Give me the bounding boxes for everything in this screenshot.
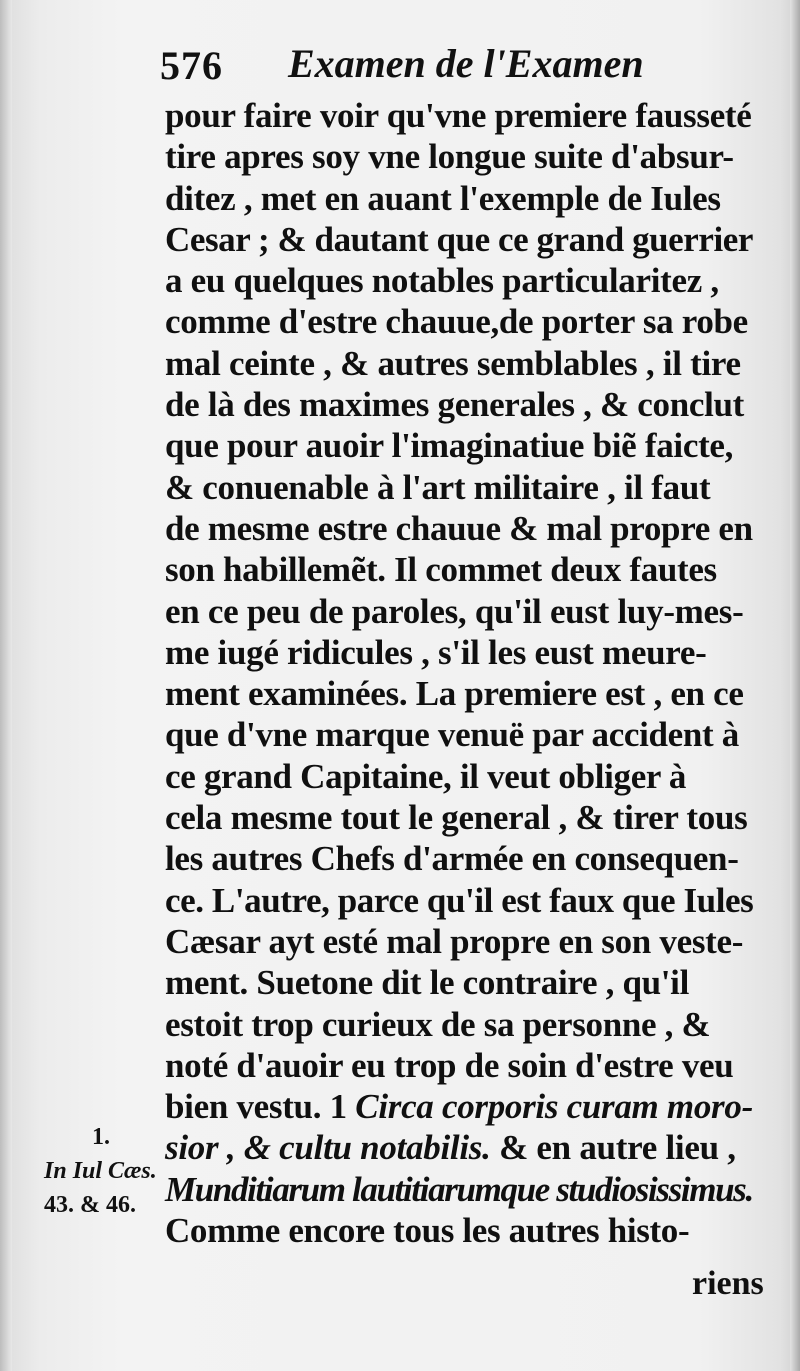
text-line: Cesar ; & dautant que ce grand guerrier <box>165 219 753 259</box>
text-line: ce. L'autre, parce qu'il est faux que Iules <box>165 880 754 920</box>
text-line-plain: & en autre lieu , <box>490 1128 736 1168</box>
margin-note-marker: 1. <box>92 1124 110 1150</box>
text-line: ce grand Capitaine, il veut obliger à <box>165 756 687 796</box>
catchword: riens <box>692 1265 764 1302</box>
text-line: ment examinées. La premiere est , en ce <box>165 674 744 714</box>
page-edge-left <box>0 0 12 1371</box>
text-line: pour faire voir qu'vne premiere fausseté <box>165 96 752 135</box>
text-line-quote-second <box>165 1169 765 1210</box>
margin-note-chapters: 43. & 46. <box>44 1192 136 1218</box>
text-line: ment. Suetone dit le contraire , qu'il <box>165 963 689 1003</box>
page-edge-right <box>790 0 800 1371</box>
body-text <box>165 95 765 1251</box>
text-line: & conuenable à l'art militaire , il faut <box>165 467 711 507</box>
text-line: de mesme estre chauue & mal propre en <box>165 508 753 548</box>
text-line: a eu quelques notables particularitez , <box>165 261 719 301</box>
text-line: de là des maximes generales , & conclut <box>165 385 745 425</box>
text-line: noté d'auoir eu trop de soin d'estre veu <box>165 1045 734 1085</box>
text-line-quote-start <box>165 1086 765 1127</box>
text-line: comme d'estre chauue,de porter sa robe <box>165 302 748 342</box>
text-line: ditez , met en auant l'exemple de Iules <box>165 178 721 218</box>
text-line: que pour auoir l'imaginatiue biẽ faicte, <box>165 426 734 466</box>
footnote-marker: 1 <box>329 1087 356 1127</box>
text-line-plain: bien vestu. <box>165 1087 330 1127</box>
text-line: Cæsar ayt esté mal propre en son veste- <box>165 921 744 961</box>
text-line: cela mesme tout le general , & tirer tous <box>165 798 748 838</box>
text-line: en ce peu de paroles, qu'il eust luy-mes- <box>165 591 744 631</box>
text-line: mal ceinte , & autres semblables , il tire <box>165 343 741 383</box>
text-line: estoit trop curieux de sa personne , & <box>165 1004 711 1044</box>
text-line: Comme encore tous les autres histo- <box>165 1211 690 1251</box>
text-line-quote-cont <box>165 1127 765 1168</box>
page-header <box>160 40 760 96</box>
margin-note-source: In Iul Cæs. <box>44 1158 157 1184</box>
text-line: son habillemẽt. Il commet deux fautes <box>165 550 717 590</box>
margin-note <box>44 1120 162 1222</box>
page-number: 576 <box>160 43 223 88</box>
text-line: les autres Chefs d'armée en consequen- <box>165 839 739 879</box>
text-line: me iugé ridicules , s'il les eust meure- <box>165 632 707 672</box>
latin-quote: Circa corporis curam moro- <box>355 1087 753 1127</box>
latin-quote: sior , & cultu notabilis. <box>165 1128 491 1168</box>
running-title: Examen de l'Examen <box>288 41 644 86</box>
text-line: que d'vne marque venuë par accident à <box>165 715 739 755</box>
text-line: tire apres soy vne longue suite d'absur- <box>165 137 734 177</box>
latin-quote: Munditiarum lautitiarumque studiosissimus. <box>165 1169 753 1209</box>
